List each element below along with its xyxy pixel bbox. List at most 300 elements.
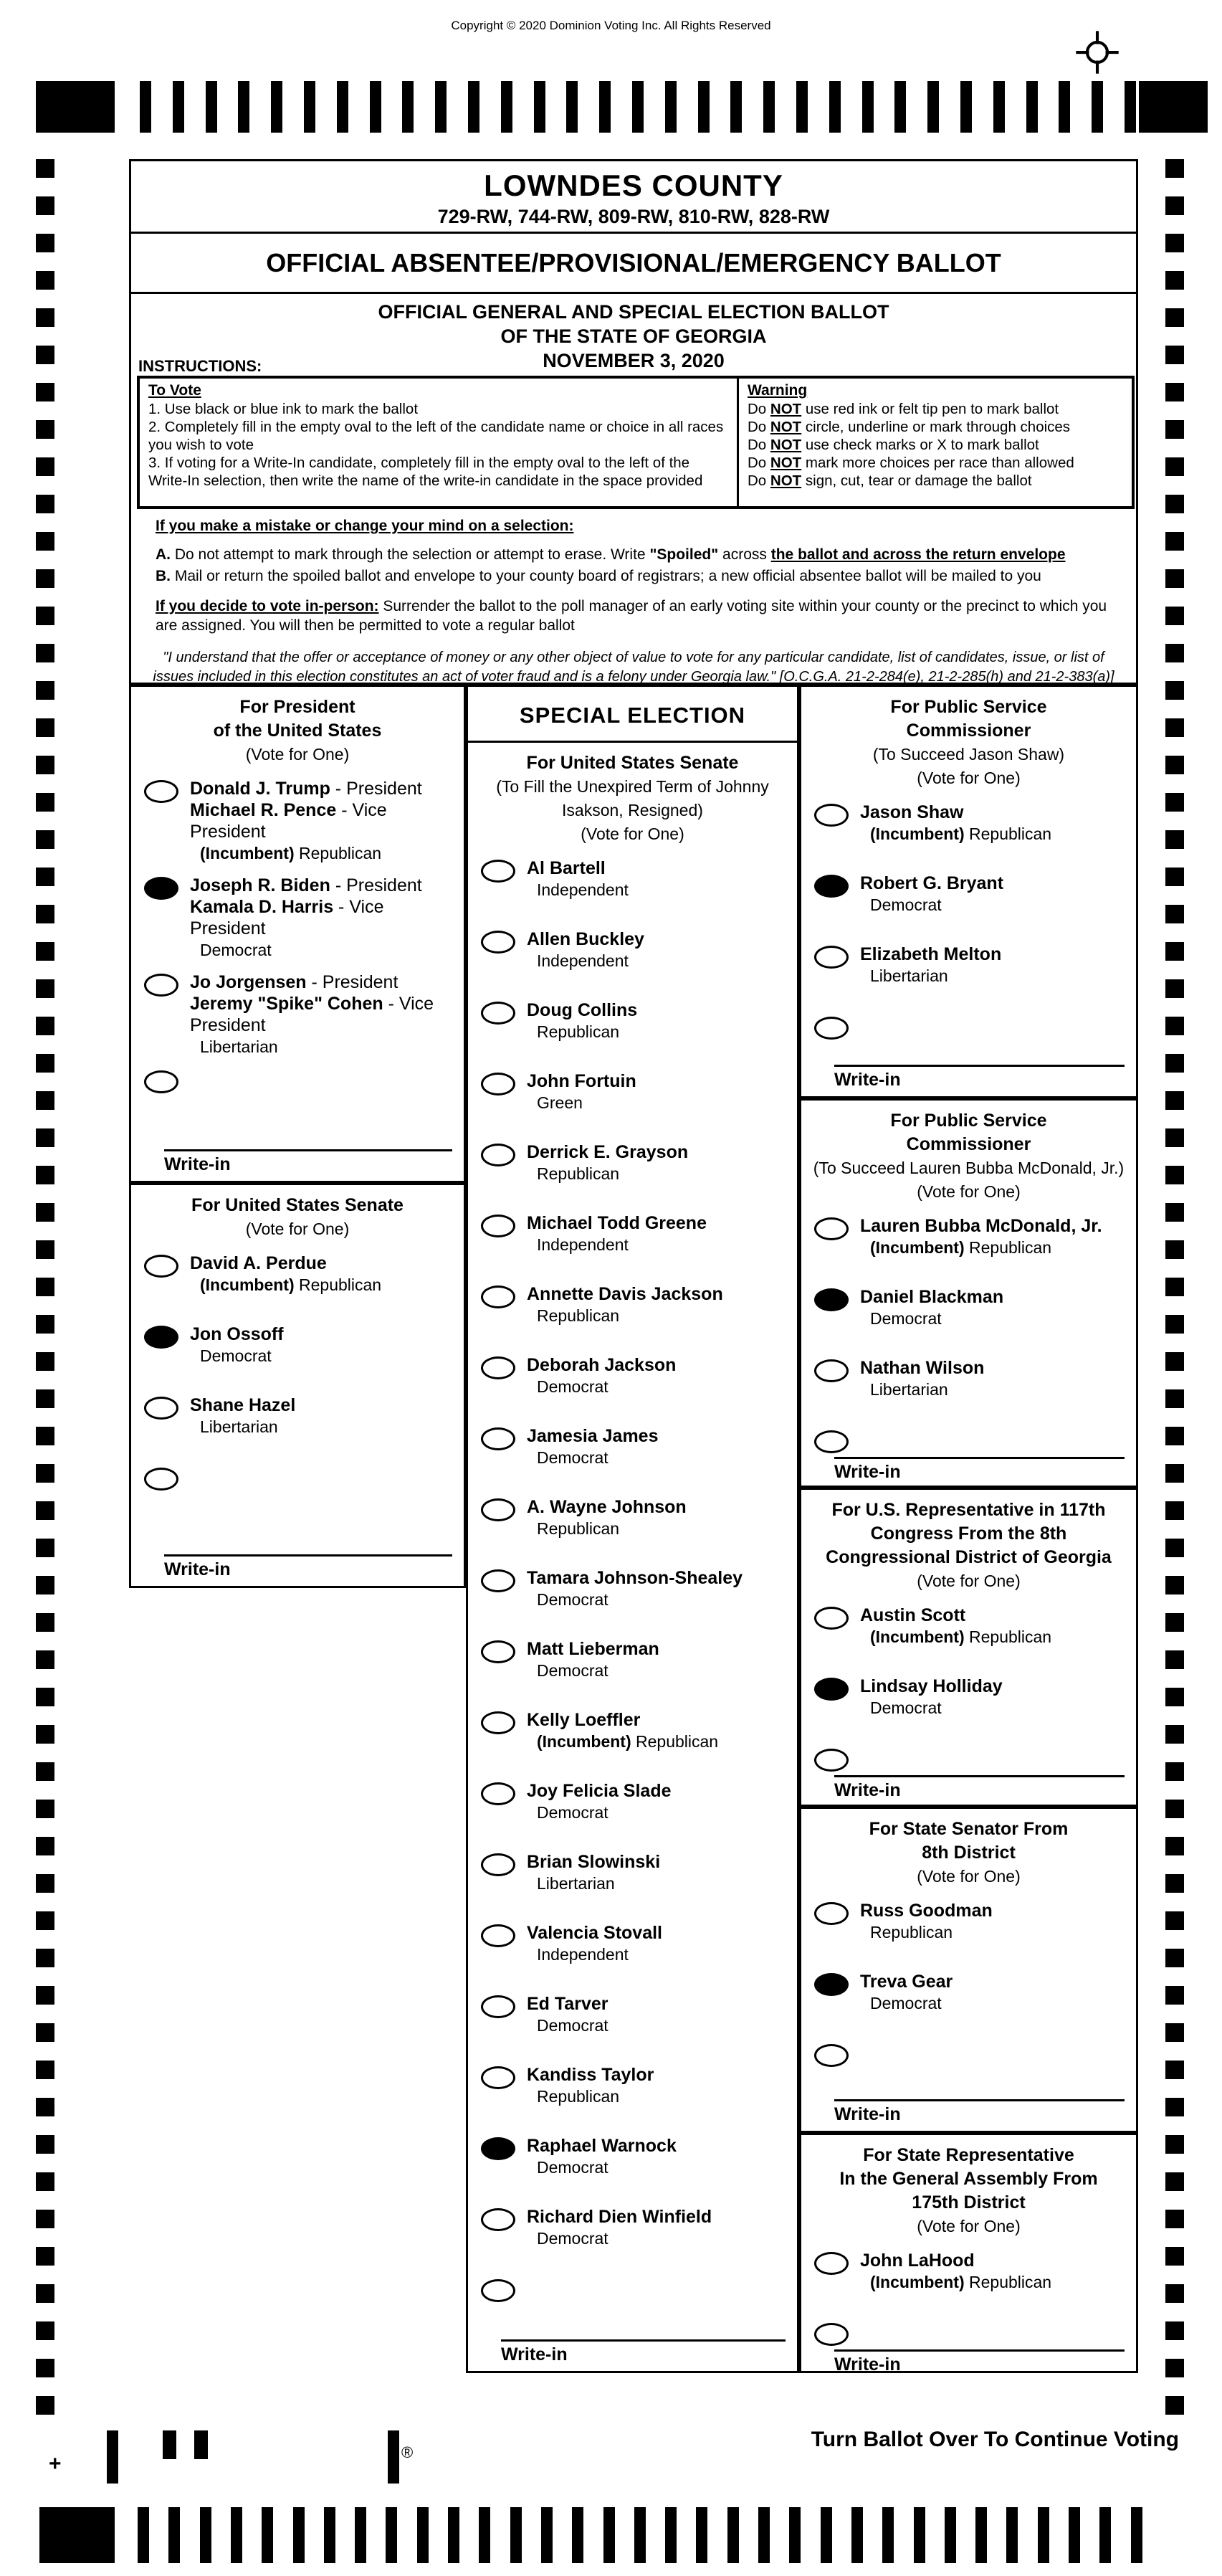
candidate-party: Democrat (870, 895, 942, 914)
candidate-party: Republican (537, 1022, 620, 1041)
candidate-text (527, 928, 644, 971)
oval-empty-icon[interactable] (481, 931, 515, 954)
contest-box-us-rep-8 (799, 1488, 1138, 1807)
candidate-party: Republican (870, 1923, 953, 1941)
timing-mark (1165, 1203, 1184, 1222)
timing-mark (862, 81, 874, 133)
candidate-party: Democrat (870, 1994, 942, 2012)
timing-mark (36, 1128, 54, 1147)
turn-ballot-over-text: Turn Ballot Over To Continue Voting (811, 2428, 1179, 2451)
write-in-line[interactable] (501, 2339, 786, 2344)
candidate-row (468, 1070, 797, 1113)
timing-mark (36, 457, 54, 476)
timing-mark (1165, 2098, 1184, 2116)
candidate-party: Independent (537, 1235, 629, 1254)
timing-mark (1165, 644, 1184, 662)
timing-mark (36, 2135, 54, 2154)
candidate-row (801, 1215, 1136, 1258)
candidate-party: Libertarian (870, 1380, 948, 1399)
timing-mark (36, 1576, 54, 1594)
write-in-oval-row (801, 1014, 1136, 1043)
timing-mark (36, 1725, 54, 1744)
timing-mark (417, 2507, 429, 2563)
candidate-text (527, 1567, 743, 1610)
oval-empty-icon[interactable] (481, 2066, 515, 2089)
candidate-party: Republican (537, 1306, 620, 1325)
timing-mark (1165, 793, 1184, 812)
write-in-label: Write-in (501, 2344, 568, 2364)
oval-empty-icon[interactable] (481, 1427, 515, 1450)
candidate-row (468, 1283, 797, 1326)
oval-filled-icon[interactable] (814, 1288, 849, 1311)
candidate-row (131, 971, 464, 1057)
candidate-party: (Incumbent) Republican (200, 1275, 382, 1294)
candidate-party: Democrat (200, 941, 272, 959)
write-in-line[interactable] (834, 2349, 1125, 2354)
oval-empty-icon[interactable] (814, 1902, 849, 1925)
timing-mark (36, 308, 54, 327)
contest-title (131, 1185, 464, 1253)
timing-mark (894, 81, 906, 133)
timing-mark (479, 2507, 490, 2563)
timing-mark (36, 1874, 54, 1893)
timing-mark (1165, 1315, 1184, 1334)
oval-empty-icon[interactable] (481, 1144, 515, 1166)
candidate-name: Shane Hazel (190, 1395, 296, 1415)
candidate-row (468, 999, 797, 1042)
write-in-oval-row (468, 2277, 797, 2306)
timing-mark (293, 2507, 305, 2563)
timing-mark (1131, 2507, 1142, 2563)
timing-mark (975, 2507, 987, 2563)
candidate-name: Derrick E. Grayson (527, 1142, 689, 1162)
to-vote-item: 2. Completely fill in the empty oval to the left of the candidate name or choice in all races you wish to vote (148, 419, 724, 453)
oval-empty-icon[interactable] (481, 1356, 515, 1379)
timing-mark (36, 234, 54, 252)
contest-box-president (129, 685, 466, 1183)
candidate-name: Austin Scott (860, 1605, 966, 1625)
candidate-party: Libertarian (200, 1037, 278, 1056)
candidate-text (527, 1212, 707, 1255)
candidate-name: John LaHood (860, 2251, 975, 2271)
contest-subtitle-line: (Vote for One) (917, 1572, 1021, 1590)
oval-empty-icon[interactable] (814, 804, 849, 827)
write-in-line[interactable] (834, 2099, 1125, 2104)
timing-mark (1165, 607, 1184, 625)
timing-mark (730, 81, 742, 133)
candidate-row (801, 1900, 1136, 1942)
timing-mark (1165, 1427, 1184, 1445)
timing-mark (231, 2507, 242, 2563)
contest-box-us-senate-special (466, 685, 799, 2373)
contest-subtitle-line: (Vote for One) (245, 1220, 350, 1238)
candidate-row (801, 1676, 1136, 1718)
oval-empty-icon[interactable] (481, 1569, 515, 1592)
timing-mark (1006, 2507, 1018, 2563)
timing-mark (36, 346, 54, 364)
county-header-box (129, 159, 1138, 234)
candidate-name: Lindsay Holliday (860, 1676, 1003, 1696)
oval-empty-icon[interactable] (144, 1070, 178, 1093)
timing-mark (566, 81, 578, 133)
oval-filled-icon[interactable] (144, 1326, 178, 1349)
contest-subtitle-line: Isakson, Resigned) (562, 801, 703, 819)
timing-mark (1165, 1837, 1184, 1855)
timing-mark (1165, 532, 1184, 551)
oval-empty-icon[interactable] (481, 1924, 515, 1947)
timing-mark (603, 2507, 615, 2563)
to-vote-item: 3. If voting for a Write-In candidate, completely fill in the empty oval to the left of the Write-In selection, then write the name of the write-in candidate in the space provided (148, 455, 703, 489)
contest-title-line: For State Representative (863, 2145, 1074, 2165)
timing-mark (355, 2507, 366, 2563)
timing-mark (36, 1613, 54, 1632)
write-in-area (834, 2349, 1125, 2381)
contest-box-us-senate (129, 1183, 466, 1588)
contest-title-line: For Public Service (890, 697, 1047, 717)
timing-mark (1125, 81, 1136, 133)
timing-mark (1165, 1874, 1184, 1893)
contest-title (801, 687, 1136, 802)
oval-empty-icon[interactable] (481, 1995, 515, 2018)
oval-filled-icon[interactable] (814, 1678, 849, 1701)
timing-mark (1165, 1278, 1184, 1296)
timing-mark (1165, 1352, 1184, 1371)
write-in-area (834, 1775, 1125, 1807)
candidate-name: Allen Buckley (527, 929, 644, 949)
timing-mark (36, 1800, 54, 1818)
contest-title (801, 1101, 1136, 1215)
candidate-text (190, 971, 464, 1057)
contest-title-line: Congress From the 8th (870, 1524, 1067, 1544)
timing-mark (1165, 1986, 1184, 2005)
timing-mark (1165, 420, 1184, 439)
timing-mark (1165, 1054, 1184, 1073)
candidate-name: Jeremy "Spike" Cohen - Vice President (190, 994, 434, 1035)
candidate-party: Independent (537, 1945, 629, 1964)
timing-mark (1165, 1650, 1184, 1669)
candidate-text (860, 1215, 1102, 1258)
candidate-party: Republican (537, 1519, 620, 1538)
timing-mark (1165, 1166, 1184, 1184)
calibration-bar (107, 2430, 118, 2484)
timing-mark (1165, 681, 1184, 700)
oval-empty-icon[interactable] (144, 780, 178, 803)
oval-empty-icon[interactable] (481, 1215, 515, 1237)
oval-empty-icon[interactable] (481, 1285, 515, 1308)
timing-mark (1165, 457, 1184, 476)
candidate-row (131, 778, 464, 863)
oval-empty-icon[interactable] (481, 1640, 515, 1663)
candidate-party: Libertarian (870, 966, 948, 985)
write-in-area (501, 2339, 786, 2371)
timing-mark (36, 569, 54, 588)
timing-mark (36, 905, 54, 923)
timing-mark (763, 81, 775, 133)
candidate-text (860, 873, 1003, 915)
to-vote-cell (140, 379, 739, 506)
candidate-name: Brian Slowinski (527, 1852, 661, 1872)
contest-subtitle-line: (Vote for One) (917, 769, 1021, 787)
oval-empty-icon[interactable] (144, 974, 178, 997)
timing-mark (36, 1501, 54, 1520)
oval-empty-icon[interactable] (144, 1468, 178, 1491)
oval-empty-icon[interactable] (814, 2252, 849, 2275)
oval-filled-icon[interactable] (481, 2137, 515, 2160)
oval-empty-icon[interactable] (814, 1607, 849, 1630)
candidate-name: Ed Tarver (527, 1994, 608, 2014)
timing-mark (1069, 2507, 1080, 2563)
candidate-party: (Incumbent) Republican (200, 844, 382, 862)
election-info-box (129, 292, 1138, 685)
mistake-step-a: A. Do not attempt to mark through the selection or attempt to erase. Write "Spoiled" across the ballot and across the return envelope (156, 546, 1066, 563)
timing-mark (1165, 1128, 1184, 1147)
timing-mark (665, 2507, 677, 2563)
timing-mark (1059, 81, 1070, 133)
plus-registration-mark: + (49, 2452, 62, 2476)
write-in-line[interactable] (164, 1554, 452, 1559)
timing-mark (200, 2507, 211, 2563)
timing-mark (36, 607, 54, 625)
timing-mark (572, 2507, 583, 2563)
write-in-label: Write-in (834, 2104, 901, 2124)
candidate-name: Al Bartell (527, 858, 606, 878)
oval-filled-icon[interactable] (144, 877, 178, 900)
copyright-text: Copyright © 2020 Dominion Voting Inc. All Rights Reserved (451, 19, 771, 32)
candidate-name: Kelly Loeffler (527, 1710, 641, 1730)
timing-mark (1165, 905, 1184, 923)
candidate-text (860, 1357, 984, 1399)
candidate-row (801, 2250, 1136, 2292)
candidate-text (190, 1323, 284, 1366)
timing-mark (1165, 1688, 1184, 1706)
mistake-heading: If you make a mistake or change your mind on a selection: (156, 518, 574, 534)
candidate-party: Democrat (870, 1309, 942, 1328)
timing-mark (1165, 942, 1184, 961)
candidate-name: Doug Collins (527, 1000, 638, 1020)
oval-empty-icon[interactable] (814, 1217, 849, 1240)
candidate-row (468, 1851, 797, 1893)
timing-mark (1165, 1389, 1184, 1408)
candidate-row (468, 928, 797, 971)
candidate-party: Republican (537, 2087, 620, 2106)
timing-mark (36, 1464, 54, 1483)
timing-mark (168, 2507, 180, 2563)
candidate-party: Independent (537, 880, 629, 899)
timing-mark (851, 2507, 863, 2563)
contest-title (801, 1490, 1136, 1605)
timing-mark (1165, 2061, 1184, 2079)
timing-mark (36, 196, 54, 215)
write-in-line[interactable] (834, 1775, 1125, 1779)
timing-mark (271, 81, 282, 133)
timing-mark (1165, 1911, 1184, 1930)
oval-empty-icon[interactable] (481, 2208, 515, 2231)
timing-mark (1165, 2135, 1184, 2154)
timing-mark (1165, 2210, 1184, 2228)
contest-subtitle-line: (Vote for One) (245, 745, 350, 764)
candidate-name: Tamara Johnson-Shealey (527, 1568, 743, 1588)
candidate-name: Donald J. Trump - President (190, 779, 422, 799)
timing-mark (36, 644, 54, 662)
write-in-oval-row (131, 1465, 464, 1494)
candidate-row (801, 1286, 1136, 1329)
write-in-oval-row (801, 2042, 1136, 2071)
oval-empty-icon[interactable] (814, 2323, 849, 2346)
candidate-text (527, 1141, 688, 1184)
oval-empty-icon[interactable] (481, 1782, 515, 1805)
timing-mark (402, 81, 414, 133)
contest-title-line: For U.S. Representative in 117th (831, 1500, 1106, 1520)
warning-title: Warning (748, 382, 808, 399)
timing-mark (534, 81, 545, 133)
oval-empty-icon[interactable] (481, 1498, 515, 1521)
candidate-party: Democrat (200, 1346, 272, 1365)
oval-empty-icon[interactable] (814, 2044, 849, 2067)
timing-mark (993, 81, 1005, 133)
timing-mark (1165, 979, 1184, 998)
candidate-text (860, 1676, 1003, 1718)
timing-mark (324, 2507, 335, 2563)
timing-mark (1165, 271, 1184, 290)
timing-mark (634, 2507, 646, 2563)
timing-mark (1165, 756, 1184, 774)
fraud-statement: "I understand that the offer or acceptance of money or any other object of value to vote for any particular candidate, list of candidates, issue, or list of issues included in this election constitutes an act of voter fraud and is a felony under Georgia law." [O.C.G.A. 21-2-284(e), 21-2-285(h) and 21-2-383(a)] (153, 650, 1114, 685)
candidate-name: Jason Shaw (860, 802, 964, 822)
oval-empty-icon[interactable] (481, 1711, 515, 1734)
candidate-row (468, 2064, 797, 2106)
candidate-row (131, 1253, 464, 1295)
candidate-text (527, 2135, 677, 2177)
contest-title-line: Commissioner (906, 1134, 1031, 1154)
timing-mark (36, 1949, 54, 1967)
warning-item: Do NOT circle, underline or mark through choices (748, 419, 1071, 435)
write-in-line[interactable] (164, 1149, 452, 1154)
candidate-name: Russ Goodman (860, 1901, 993, 1921)
candidate-row (468, 1212, 797, 1255)
oval-filled-icon[interactable] (814, 1973, 849, 1996)
candidate-text (527, 1354, 676, 1397)
candidate-text (527, 1993, 608, 2035)
timing-mark (960, 81, 972, 133)
write-in-line[interactable] (834, 1065, 1125, 1069)
timing-mark (262, 2507, 273, 2563)
timing-mark (386, 2507, 397, 2563)
timing-mark (727, 2507, 739, 2563)
timing-mark (1026, 81, 1038, 133)
write-in-area (834, 2099, 1125, 2131)
candidate-text (527, 1283, 723, 1326)
timing-mark (36, 793, 54, 812)
write-in-label: Write-in (164, 1559, 231, 1579)
candidate-text (860, 802, 1051, 844)
mistake-step-b: B. Mail or return the spoiled ballot and envelope to your county board of registrars; a new official absentee ballot will be mailed to you (156, 568, 1041, 584)
oval-empty-icon[interactable] (814, 1359, 849, 1382)
candidate-party: Democrat (537, 2229, 608, 2248)
candidate-name: Kamala D. Harris - Vice President (190, 897, 384, 938)
candidate-name: Lauren Bubba McDonald, Jr. (860, 1216, 1102, 1236)
oval-empty-icon[interactable] (144, 1397, 178, 1420)
registered-trademark-icon: ® (401, 2443, 414, 2461)
candidate-text (527, 2206, 712, 2248)
timing-mark (1165, 1800, 1184, 1818)
oval-empty-icon[interactable] (481, 1853, 515, 1876)
timing-mark (1165, 159, 1184, 178)
timing-mark (36, 1762, 54, 1781)
oval-filled-icon[interactable] (814, 875, 849, 898)
timing-mark (36, 2359, 54, 2377)
candidate-row (468, 1709, 797, 1752)
timing-mark (36, 1203, 54, 1222)
timing-mark (36, 1688, 54, 1706)
candidate-text (527, 1851, 660, 1893)
timing-mark (1165, 1762, 1184, 1781)
timing-mark (36, 868, 54, 886)
timing-mark (1165, 196, 1184, 215)
candidate-name: Kandiss Taylor (527, 2065, 654, 2085)
oval-empty-icon[interactable] (814, 946, 849, 969)
oval-empty-icon[interactable] (481, 2279, 515, 2302)
timing-mark (821, 2507, 832, 2563)
timing-mark (36, 1911, 54, 1930)
candidate-name: Jon Ossoff (190, 1324, 284, 1344)
contest-title-line: In the General Assembly From (839, 2169, 1098, 2189)
election-title: OFFICIAL GENERAL AND SPECIAL ELECTION BALLOT OF THE STATE OF GEORGIA NOVEMBER 3, 2020 (378, 301, 889, 371)
candidate-party: Democrat (537, 2158, 608, 2177)
registration-crosshair-icon (1074, 29, 1121, 80)
timing-mark (36, 2321, 54, 2340)
write-in-line[interactable] (834, 1457, 1125, 1461)
oval-empty-icon[interactable] (144, 1255, 178, 1278)
timing-mark (1165, 2396, 1184, 2415)
contest-title (801, 1809, 1136, 1900)
candidate-text (527, 1638, 659, 1681)
candidate-name: Richard Dien Winfield (527, 2207, 712, 2227)
candidate-text (527, 1780, 672, 1822)
candidate-party: Libertarian (537, 1874, 615, 1893)
contest-title-line: of the United States (213, 721, 382, 741)
timing-mark (1165, 1091, 1184, 1110)
candidate-party: Democrat (537, 1590, 608, 1609)
timing-mark (1165, 383, 1184, 401)
oval-empty-icon[interactable] (481, 1073, 515, 1095)
timing-mark (36, 420, 54, 439)
timing-mark (36, 1427, 54, 1445)
oval-empty-icon[interactable] (814, 1430, 849, 1453)
oval-empty-icon[interactable] (814, 1749, 849, 1772)
timing-mark (541, 2507, 553, 2563)
timing-mark (36, 1017, 54, 1035)
write-in-label: Write-in (834, 1070, 901, 1090)
timing-mark (1165, 2247, 1184, 2266)
in-person-instructions: If you decide to vote in-person: Surrender the ballot to the poll manager of an early voting site within your county or the precinct to which you are assigned. You will then be permitted to vote a regular ballot (156, 598, 1107, 634)
ballot-type-box (129, 232, 1138, 294)
contest-subtitle-line: (Vote for One) (917, 2217, 1021, 2235)
timing-mark (448, 2507, 459, 2563)
candidate-name: Matt Lieberman (527, 1639, 659, 1659)
timing-mark (1165, 718, 1184, 737)
timing-mark (36, 1166, 54, 1184)
candidate-text (527, 1070, 636, 1113)
timing-mark (36, 1650, 54, 1669)
oval-empty-icon[interactable] (481, 1002, 515, 1025)
timing-mark (796, 81, 808, 133)
timing-block (39, 2507, 115, 2563)
timing-mark (665, 81, 677, 133)
write-in-area (834, 1065, 1125, 1096)
oval-empty-icon[interactable] (481, 860, 515, 883)
oval-empty-icon[interactable] (814, 1017, 849, 1040)
timing-mark (36, 942, 54, 961)
